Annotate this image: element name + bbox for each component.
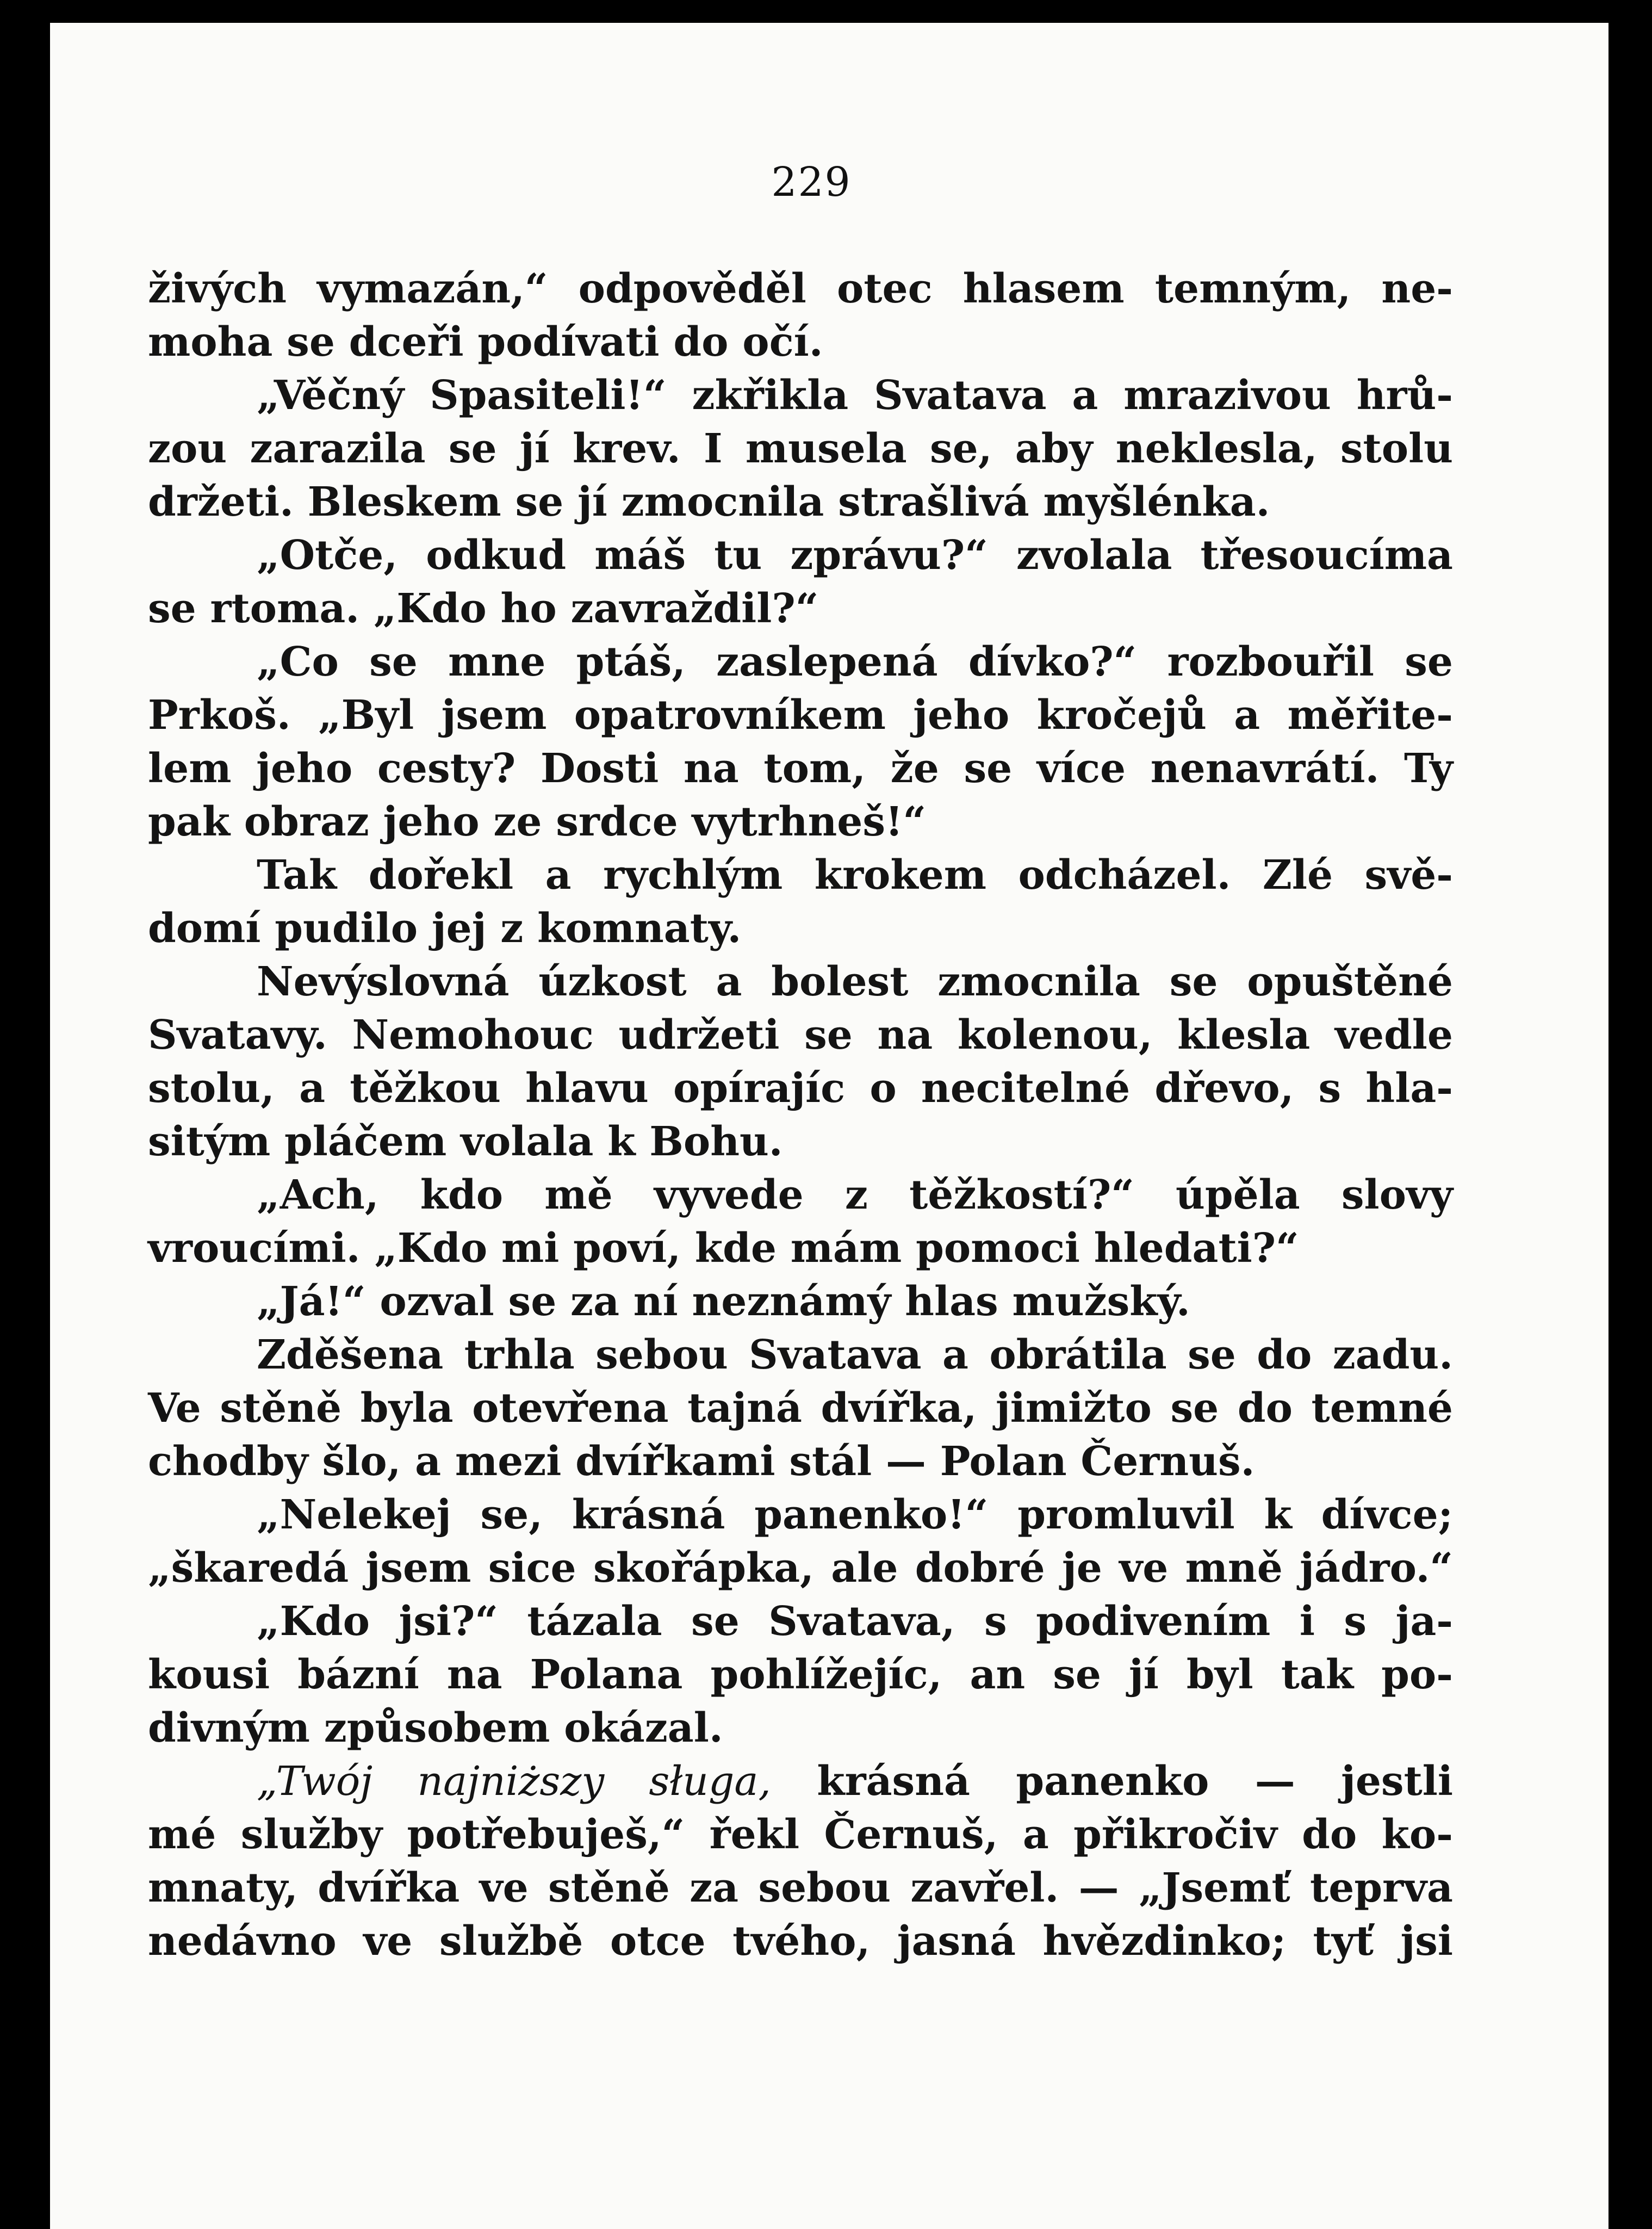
text-line: držeti. Bleskem se jí zmocnila strašlivá myšlénka. bbox=[148, 479, 1270, 525]
text-line: Zděšena trhla sebou Svatava a obrátila se do zadu. bbox=[257, 1332, 1453, 1378]
text-line: Prkoš. „Byl jsem opatrovníkem jeho kročejů a měřite- bbox=[148, 692, 1453, 739]
text-line: mé služby potřebuješ,“ řekl Černuš, a přikročiv do ko- bbox=[148, 1811, 1453, 1858]
text-line: „škaredá jsem sice skořápka, ale dobré je ve mně jádro.“ bbox=[148, 1545, 1453, 1592]
text-line: „Kdo jsi?“ tázala se Svatava, s podivením i s ja- bbox=[257, 1598, 1453, 1645]
text-line: moha se dceři podívati do očí. bbox=[148, 319, 823, 366]
text-line: zou zarazila se jí krev. I musela se, aby neklesla, stolu bbox=[148, 425, 1453, 472]
text-line: „Otče, odkud máš tu zprávu?“ zvolala třesoucíma bbox=[257, 532, 1453, 579]
text-line: Svatavy. Nemohouc udržeti se na kolenou, klesla vedle bbox=[148, 1012, 1453, 1058]
scan-border-top bbox=[0, 0, 1652, 23]
text-line: nedávno ve službě otce tvého, jasná hvězdinko; tyť jsi bbox=[148, 1918, 1453, 1965]
scan-border-left bbox=[0, 0, 50, 2229]
text-line: Ve stěně byla otevřena tajná dvířka, jimižto se do temné bbox=[148, 1385, 1453, 1432]
italic-polish-phrase: „Twój najniższy sługa, bbox=[257, 1758, 771, 1805]
text-line: „Nelekej se, krásná panenko!“ promluvil k dívce; bbox=[257, 1491, 1453, 1538]
text-line: Tak dořekl a rychlým krokem odcházel. Zlé svě- bbox=[257, 852, 1453, 899]
text-line: domí pudilo jej z komnaty. bbox=[148, 905, 742, 952]
text-line: chodby šlo, a mezi dvířkami stál — Polan Černuš. bbox=[148, 1438, 1255, 1485]
text-line: živých vymazán,“ odpověděl otec hlasem temným, ne- bbox=[148, 265, 1453, 312]
page-number: 229 bbox=[771, 159, 852, 206]
text-line: „Věčný Spasiteli!“ zkřikla Svatava a mrazivou hrů- bbox=[257, 372, 1453, 419]
text-line: stolu, a těžkou hlavu opírajíc o necitelné dřevo, s hla- bbox=[148, 1065, 1453, 1112]
text-line: „Ach, kdo mě vyvede z těžkostí?“ úpěla slovy bbox=[257, 1172, 1453, 1218]
text-line-rest: krásná panenko — jestli bbox=[771, 1758, 1453, 1805]
body-text bbox=[148, 262, 1453, 1968]
text-line: mnaty, dvířka ve stěně za sebou zavřel. — „Jsemť teprva bbox=[148, 1865, 1453, 1911]
text-line: kousi bázní na Polana pohlížejíc, an se jí byl tak po- bbox=[148, 1651, 1453, 1698]
text-line: sitým pláčem volala k Bohu. bbox=[148, 1118, 783, 1165]
text-line: se rtoma. „Kdo ho zavraždil?“ bbox=[148, 585, 819, 632]
text-line: „Já!“ ozval se za ní neznámý hlas mužský. bbox=[257, 1278, 1190, 1325]
text-line: Nevýslovná úzkost a bolest zmocnila se opuštěné bbox=[257, 958, 1453, 1005]
text-line: „Co se mne ptáš, zaslepená dívko?“ rozbouřil se bbox=[257, 639, 1453, 685]
text-line: vroucími. „Kdo mi poví, kde mám pomoci hledati?“ bbox=[148, 1225, 1299, 1272]
book-page bbox=[50, 23, 1608, 2229]
text-line: divným způsobem okázal. bbox=[148, 1705, 723, 1751]
text-line: pak obraz jeho ze srdce vytrhneš!“ bbox=[148, 798, 927, 845]
text-line-italic-quote bbox=[148, 1755, 1453, 1808]
text-line: lem jeho cesty? Dosti na tom, že se více nenavrátí. Ty bbox=[148, 745, 1453, 792]
scan-border-right bbox=[1608, 0, 1652, 2229]
